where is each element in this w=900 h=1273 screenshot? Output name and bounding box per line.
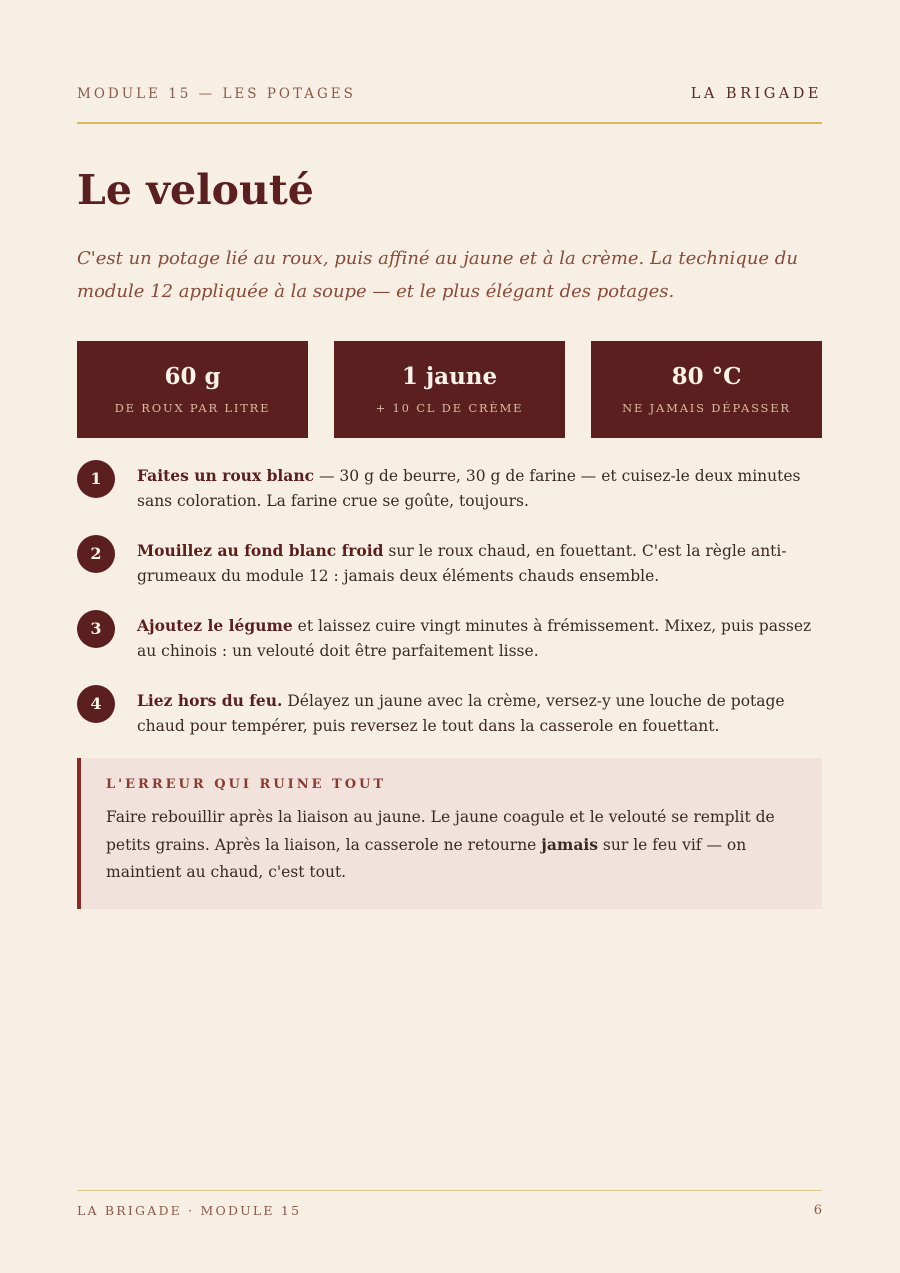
stat-label: + 10 CL DE CRÈME — [375, 401, 524, 415]
step-text — [137, 538, 825, 589]
warning-callout — [77, 758, 822, 909]
step-text — [137, 613, 825, 664]
step-number-badge: 4 — [77, 685, 115, 723]
callout-text-before: Faire rebouillir après la liaison au jaune. Le jaune coagule et le velouté se remplit de petits grains. Après la liaison, la casserole ne retourne — [106, 808, 775, 854]
step-text — [137, 688, 825, 739]
step-number-badge: 2 — [77, 535, 115, 573]
callout-text-after: sur le feu vif — on maintient au chaud, c'est tout. — [106, 836, 747, 881]
callout-emphasis: jamais — [541, 835, 598, 854]
step-heading: Faites un roux blanc — [137, 466, 315, 485]
page-title: Le velouté — [77, 166, 314, 214]
intro-paragraph: C'est un potage lié au roux, puis affiné au jaune et à la crème. La technique du module 12 appliquée à la soupe — et le plus élégant des potages. — [77, 248, 798, 302]
callout-body — [106, 804, 806, 886]
key-figures — [77, 341, 822, 438]
brand-label: LA BRIGADE — [690, 86, 822, 102]
step-heading: Mouillez au fond blanc froid — [137, 541, 384, 560]
step-number-badge: 3 — [77, 610, 115, 648]
step-body: — 30 g de beurre, 30 g de farine — et cuisez-le deux minutes sans coloration. La farine crue se goûte, toujours. — [137, 467, 801, 510]
step-number-badge: 1 — [77, 460, 115, 498]
stat-value: 1 jaune — [401, 363, 498, 390]
stat-label: NE JAMAIS DÉPASSER — [622, 401, 791, 415]
callout-title: L'ERREUR QUI RUINE TOUT — [106, 777, 387, 792]
step-body: sur le roux chaud, en fouettant. C'est la règle anti-grumeaux du module 12 : jamais deux éléments chauds ensemble. — [137, 542, 787, 585]
page-footer — [77, 1190, 822, 1218]
stat-value: 60 g — [164, 363, 221, 390]
step-text — [137, 463, 825, 514]
stat-value: 80 °C — [671, 363, 742, 390]
stat-label: DE ROUX PAR LITRE — [114, 401, 271, 415]
stat-card-roux — [77, 341, 308, 438]
step-heading: Liez hors du feu. — [137, 691, 283, 710]
module-label: MODULE 15 — LES POTAGES — [77, 86, 356, 102]
step-heading: Ajoutez le légume — [137, 616, 293, 635]
step-body: et laissez cuire vingt minutes à frémissement. Mixez, puis passez au chinois : un velouté doit être parfaitement lisse. — [137, 617, 812, 660]
footer-label: LA BRIGADE · MODULE 15 — [77, 1203, 302, 1218]
step-body: Délayez un jaune avec la crème, versez-y une louche de potage chaud pour tempérer, puis reversez le tout dans la casserole en fouettant. — [137, 692, 785, 735]
page-number: 6 — [813, 1203, 822, 1218]
stat-card-temperature — [591, 341, 822, 438]
page-header — [77, 86, 822, 124]
document-page — [77, 0, 822, 1273]
stat-card-jaune — [334, 341, 565, 438]
